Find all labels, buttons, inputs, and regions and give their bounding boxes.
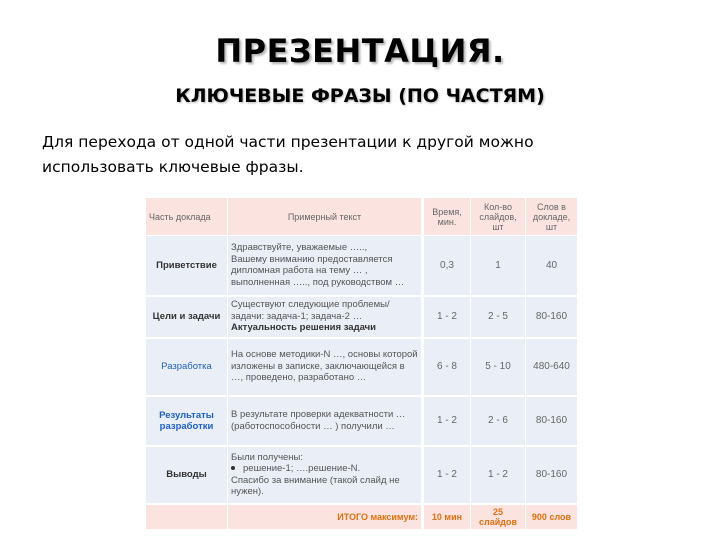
key-phrases-table [145,197,578,530]
row-part: Выводы [146,446,228,504]
header-slides: Кол-во слайдов, шт [471,198,526,236]
row-words: 80-160 [526,446,578,504]
row-slides: 1 [471,236,526,296]
row-text-line: Существуют следующие проблемы/задачи: задача-1; задача-2 … [231,299,390,322]
table-row [146,296,578,338]
row-text-line: Здравствуйте, уважаемые ….., [231,242,368,254]
row-slides: 2 - 5 [471,296,526,338]
row-part: Разработка [146,338,228,396]
header-time: Время, мин. [423,198,471,236]
row-time: 1 - 2 [423,296,471,338]
row-words: 80-160 [526,396,578,446]
page-subtitle: КЛЮЧЕВЫЕ ФРАЗЫ (ПО ЧАСТЯМ) [175,85,545,107]
row-time: 1 - 2 [423,446,471,504]
table-row [146,396,578,446]
row-slides: 2 - 6 [471,396,526,446]
total-time: 10 мин [423,504,471,530]
table-row [146,338,578,396]
row-text [228,396,423,446]
table-total-row [146,504,578,530]
row-time: 0,3 [423,236,471,296]
row-words: 80-160 [526,296,578,338]
intro-text: Для перехода от одной части презентации к другой можно использовать ключевые фразы. [42,133,534,176]
row-text-line: Вашему вниманию предоставляется дипломная работа на тему … , [231,253,393,277]
header-part: Часть доклада [146,198,228,236]
total-slides: 25 слайдов [471,504,526,530]
row-text [228,296,423,338]
table-header-row [146,198,578,236]
bullet-icon [231,466,235,470]
row-words: 480-640 [526,338,578,396]
page-title: ПРЕЗЕНТАЦИЯ. [215,32,505,70]
row-part: Результаты разработки [146,396,228,446]
row-text-line: (работоспособности … ) получили … [231,420,395,432]
row-part: Приветствие [146,236,228,296]
row-time: 1 - 2 [423,396,471,446]
row-bullet-line: решение-1; ….решение-N. [231,463,418,475]
header-text: Примерный текст [228,198,423,236]
row-text-line: Спасибо за внимание (такой слайд не нужен). [231,474,400,497]
row-text-bold: Актуальность решения задачи [231,322,377,334]
total-spacer [146,504,228,530]
row-text-line: Были получены: [231,451,304,463]
row-text-line: На основе методики-N …, основы которой изложены в записке, заключающейся в …, проведено, разработано … [231,349,418,384]
header-words: Слов в докладе, шт [526,198,578,236]
row-text-line: В результате проверки адекватности … [231,409,406,420]
row-slides: 5 - 10 [471,338,526,396]
total-label: ИТОГО максимум: [228,504,423,530]
row-text-line: выполненная ….., под руководством … [231,276,405,288]
row-words: 40 [526,236,578,296]
row-text [228,446,423,504]
row-text [228,338,423,396]
row-slides: 1 - 2 [471,446,526,504]
row-part: Цели и задачи [146,296,228,338]
total-words: 900 слов [526,504,578,530]
row-time: 6 - 8 [423,338,471,396]
table-row [146,446,578,504]
row-text [228,236,423,296]
table-row [146,236,578,296]
